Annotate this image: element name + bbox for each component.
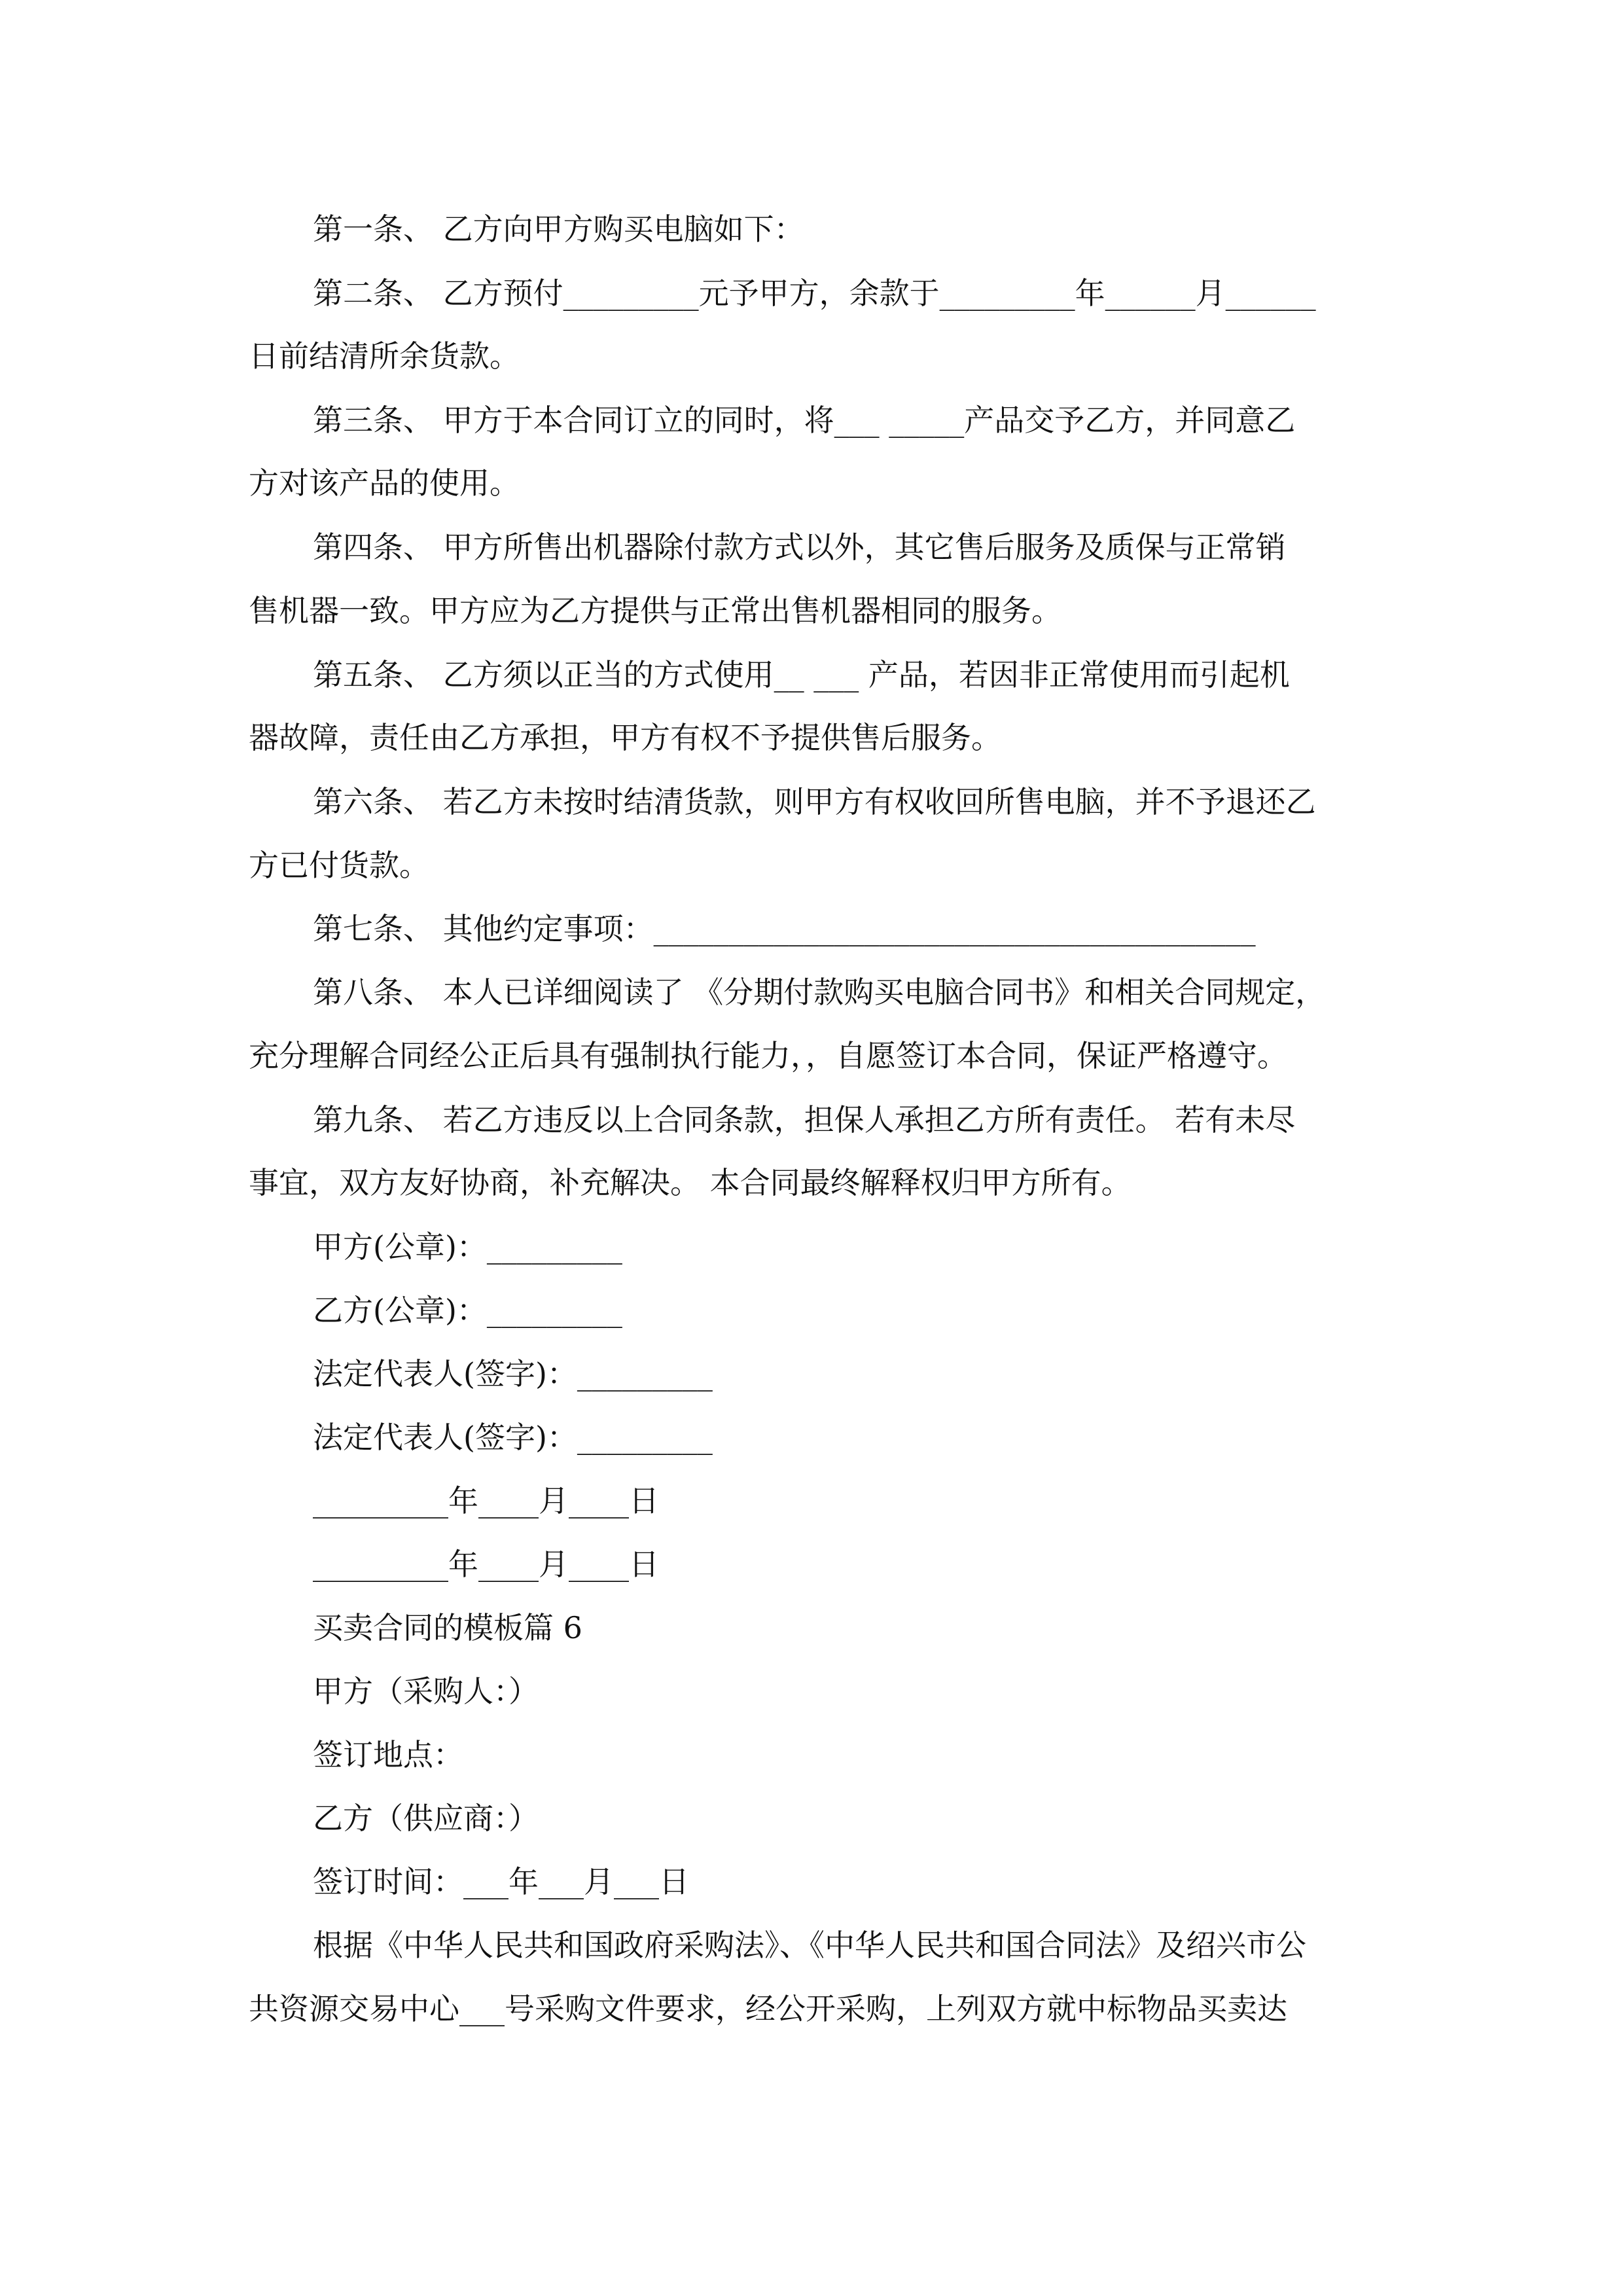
legal-rep-signature-1: 法定代表人(签字)：_________ — [313, 1356, 713, 1391]
clause-2-cont: 日前结清所余货款。 — [249, 338, 520, 374]
clause-3-cont: 方对该产品的使用。 — [249, 465, 520, 501]
clause-8: 第八条、 本人已详细阅读了 《分期付款购买电脑合同书》和相关合同规定， — [313, 975, 1326, 1010]
party-b-seal: 乙方(公章)：_________ — [313, 1293, 622, 1328]
section-title: 买卖合同的模板篇 6 — [313, 1610, 582, 1645]
clause-5-cont: 器故障，责任由乙方承担，甲方有权不予提供售后服务。 — [249, 720, 1001, 755]
signing-date-1: _________年____月____日 — [313, 1483, 659, 1518]
clause-6: 第六条、 若乙方未按时结清货款，则甲方有权收回所售电脑，并不予退还乙 — [313, 784, 1316, 819]
clause-9: 第九条、 若乙方违反以上合同条款，担保人承担乙方所有责任。 若有未尽 — [313, 1102, 1296, 1138]
clause-7: 第七条、 其他约定事项：________________________________________ — [313, 911, 1256, 946]
preamble: 根据《中华人民共和国政府采购法》、《中华人民共和国合同法》及绍兴市公 — [313, 1928, 1306, 1963]
clause-5: 第五条、 乙方须以正当的方式使用__ ___ 产品，若因非正常使用而引起机 — [313, 657, 1290, 692]
signing-time: 签订时间：___年___月___日 — [313, 1864, 689, 1899]
signing-place: 签订地点： — [313, 1737, 463, 1772]
clause-9-cont: 事宜，双方友好协商，补充解决。 本合同最终解释权归甲方所有。 — [249, 1165, 1132, 1200]
clause-4: 第四条、 甲方所售出机器除付款方式以外，其它售后服务及质保与正常销 — [313, 529, 1286, 565]
clause-1: 第一条、 乙方向甲方购买电脑如下： — [313, 211, 804, 247]
clause-3: 第三条、 甲方于本合同订立的同时，将___ _____产品交予乙方，并同意乙 — [313, 403, 1296, 438]
clause-4-cont: 售机器一致。甲方应为乙方提供与正常出售机器相同的服务。 — [249, 593, 1061, 628]
signing-date-2: _________年____月____日 — [313, 1547, 659, 1582]
party-a-purchaser: 甲方（采购人：） — [313, 1674, 539, 1709]
legal-rep-signature-2: 法定代表人(签字)：_________ — [313, 1420, 713, 1455]
clause-2: 第二条、 乙方预付_________元予甲方，余款于_________年______月______ — [313, 276, 1316, 311]
party-a-seal: 甲方(公章)：_________ — [313, 1229, 622, 1265]
party-b-supplier: 乙方（供应商：） — [313, 1801, 539, 1836]
preamble-cont: 共资源交易中心___号采购文件要求，经公开采购，上列双方就中标物品买卖达 — [249, 1991, 1287, 2026]
clause-6-cont: 方已付货款。 — [249, 848, 429, 883]
clause-8-cont: 充分理解合同经公正后具有强制执行能力，，自愿签订本合同，保证严格遵守。 — [249, 1038, 1287, 1073]
